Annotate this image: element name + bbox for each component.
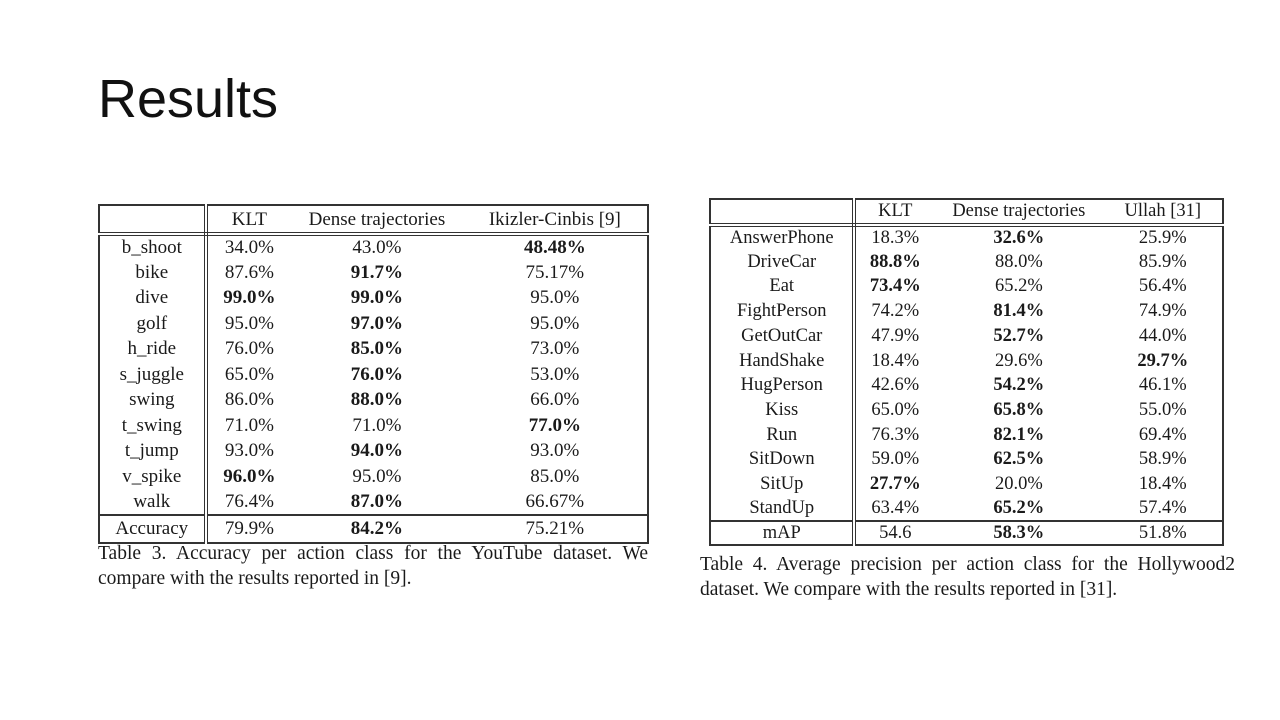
- table-row: [99, 362, 648, 388]
- value-cell: 42.6%: [871, 375, 920, 396]
- row-label: t_jump: [99, 438, 206, 464]
- value-cell: 87.0%: [350, 490, 404, 512]
- table-row: [710, 348, 1223, 373]
- value-cell: 65.0%: [224, 363, 274, 385]
- row-label: Kiss: [710, 398, 854, 423]
- row-label: SitDown: [710, 447, 854, 472]
- table-row: [99, 311, 648, 337]
- summary-label: mAP: [710, 521, 854, 545]
- value-cell: 18.4%: [871, 350, 920, 371]
- value-cell: 81.4%: [993, 301, 1045, 322]
- value-cell: 82.1%: [993, 424, 1045, 445]
- table-row: [710, 250, 1223, 275]
- summary-value: 51.8%: [1104, 521, 1223, 545]
- row-label: h_ride: [99, 336, 206, 362]
- value-cell: 55.0%: [1138, 399, 1187, 420]
- value-cell: 52.7%: [993, 325, 1045, 346]
- value-cell: 97.0%: [350, 312, 404, 334]
- value-cell: 73.0%: [530, 338, 580, 360]
- value-cell: 65.0%: [871, 399, 920, 420]
- value-cell: 96.0%: [223, 465, 276, 487]
- table-row: [710, 398, 1223, 423]
- column-header: KLT: [206, 205, 292, 234]
- value-cell: 65.2%: [993, 498, 1045, 519]
- row-label: AnswerPhone: [710, 225, 854, 250]
- header-row: [99, 205, 648, 234]
- value-cell: 76.0%: [350, 363, 404, 385]
- summary-row: [99, 515, 648, 543]
- value-cell: 85.0%: [350, 338, 404, 360]
- column-header: Dense trajectories: [934, 199, 1103, 225]
- summary-value: 79.9%: [206, 515, 292, 543]
- value-cell: 95.0%: [530, 287, 580, 309]
- table-row: [710, 274, 1223, 299]
- value-cell: 66.0%: [530, 389, 580, 411]
- value-cell: 75.17%: [525, 261, 585, 283]
- value-cell: 43.0%: [352, 237, 402, 259]
- row-label: bike: [99, 260, 206, 286]
- value-cell: 85.9%: [1138, 251, 1187, 272]
- table-row: [710, 423, 1223, 448]
- value-cell: 34.0%: [224, 237, 274, 259]
- table-row: [710, 447, 1223, 472]
- row-label: dive: [99, 285, 206, 311]
- table3-caption: Table 3. Accuracy per action class for the YouTube dataset. We compare with the results reported in [9].: [98, 543, 648, 589]
- slide-title: Results: [98, 69, 279, 129]
- value-cell: 71.0%: [224, 414, 274, 436]
- table-row: [99, 413, 648, 439]
- value-cell: 54.2%: [993, 375, 1045, 396]
- value-cell: 76.4%: [224, 490, 274, 512]
- value-cell: 46.1%: [1138, 375, 1187, 396]
- value-cell: 94.0%: [350, 440, 404, 462]
- table-row: [99, 260, 648, 286]
- value-cell: 62.5%: [993, 449, 1045, 470]
- row-label: GetOutCar: [710, 324, 854, 349]
- table-row: [710, 299, 1223, 324]
- value-cell: 58.9%: [1138, 449, 1187, 470]
- summary-row: [710, 521, 1223, 545]
- row-label: DriveCar: [710, 250, 854, 275]
- value-cell: 25.9%: [1138, 228, 1187, 249]
- value-cell: 47.9%: [871, 325, 920, 346]
- value-cell: 85.0%: [530, 465, 580, 487]
- value-cell: 59.0%: [871, 449, 920, 470]
- hollywood2-precision-table: [709, 198, 1224, 546]
- column-header: [99, 205, 206, 234]
- summary-value: 54.6: [854, 521, 934, 545]
- value-cell: 99.0%: [350, 287, 404, 309]
- summary-value: 58.3%: [934, 521, 1103, 545]
- table4-caption: Table 4. Average precision per action class for the Hollywood2 dataset. We compare with the results reported in [31].: [700, 554, 1235, 600]
- value-cell: 71.0%: [352, 414, 402, 436]
- row-label: b_shoot: [99, 234, 206, 260]
- value-cell: 88.0%: [350, 389, 404, 411]
- column-header: Ullah [31]: [1104, 199, 1223, 225]
- value-cell: 77.0%: [528, 414, 581, 436]
- value-cell: 76.3%: [871, 424, 920, 445]
- value-cell: 29.6%: [994, 350, 1043, 371]
- table-row: [710, 373, 1223, 398]
- row-label: StandUp: [710, 497, 854, 522]
- table-row: [99, 464, 648, 490]
- value-cell: 18.4%: [1138, 473, 1187, 494]
- value-cell: 18.3%: [871, 228, 920, 249]
- table-row: [99, 336, 648, 362]
- value-cell: 99.0%: [223, 287, 276, 309]
- value-cell: 95.0%: [224, 312, 274, 334]
- table-row: [710, 497, 1223, 522]
- value-cell: 93.0%: [530, 440, 580, 462]
- value-cell: 73.4%: [869, 276, 921, 297]
- value-cell: 53.0%: [530, 363, 580, 385]
- table-row: [99, 489, 648, 515]
- value-cell: 65.8%: [993, 399, 1045, 420]
- row-label: HandShake: [710, 348, 854, 373]
- value-cell: 65.2%: [994, 276, 1043, 297]
- table-row: [710, 472, 1223, 497]
- value-cell: 86.0%: [224, 389, 274, 411]
- column-header: Ikizler-Cinbis [9]: [463, 205, 648, 234]
- summary-value: 75.21%: [463, 515, 648, 543]
- summary-label: Accuracy: [99, 515, 206, 543]
- value-cell: 76.0%: [224, 338, 274, 360]
- row-label: s_juggle: [99, 362, 206, 388]
- value-cell: 32.6%: [993, 228, 1045, 249]
- table-row: [99, 387, 648, 413]
- value-cell: 88.8%: [869, 251, 921, 272]
- row-label: Run: [710, 423, 854, 448]
- table-row: [99, 234, 648, 260]
- row-label: SitUp: [710, 472, 854, 497]
- value-cell: 88.0%: [994, 251, 1043, 272]
- value-cell: 20.0%: [994, 473, 1043, 494]
- row-label: swing: [99, 387, 206, 413]
- value-cell: 91.7%: [350, 261, 404, 283]
- table-row: [710, 324, 1223, 349]
- table-row: [99, 438, 648, 464]
- value-cell: 66.67%: [525, 490, 585, 512]
- table-row: [710, 225, 1223, 250]
- youtube-accuracy-table: [98, 204, 649, 544]
- value-cell: 95.0%: [530, 312, 580, 334]
- column-header: KLT: [854, 199, 934, 225]
- value-cell: 87.6%: [224, 261, 274, 283]
- row-label: v_spike: [99, 464, 206, 490]
- row-label: golf: [99, 311, 206, 337]
- column-header: [710, 199, 854, 225]
- row-label: FightPerson: [710, 299, 854, 324]
- row-label: Eat: [710, 274, 854, 299]
- summary-value: 84.2%: [291, 515, 463, 543]
- value-cell: 74.2%: [871, 301, 920, 322]
- row-label: HugPerson: [710, 373, 854, 398]
- value-cell: 93.0%: [224, 440, 274, 462]
- value-cell: 29.7%: [1137, 350, 1189, 371]
- row-label: walk: [99, 489, 206, 515]
- value-cell: 57.4%: [1138, 498, 1187, 519]
- header-row: [710, 199, 1223, 225]
- table-row: [99, 285, 648, 311]
- value-cell: 56.4%: [1138, 276, 1187, 297]
- value-cell: 63.4%: [871, 498, 920, 519]
- value-cell: 69.4%: [1138, 424, 1187, 445]
- value-cell: 95.0%: [352, 465, 402, 487]
- value-cell: 27.7%: [869, 473, 921, 494]
- value-cell: 74.9%: [1138, 301, 1187, 322]
- value-cell: 44.0%: [1138, 325, 1187, 346]
- column-header: Dense trajectories: [291, 205, 463, 234]
- value-cell: 48.48%: [523, 237, 586, 259]
- row-label: t_swing: [99, 413, 206, 439]
